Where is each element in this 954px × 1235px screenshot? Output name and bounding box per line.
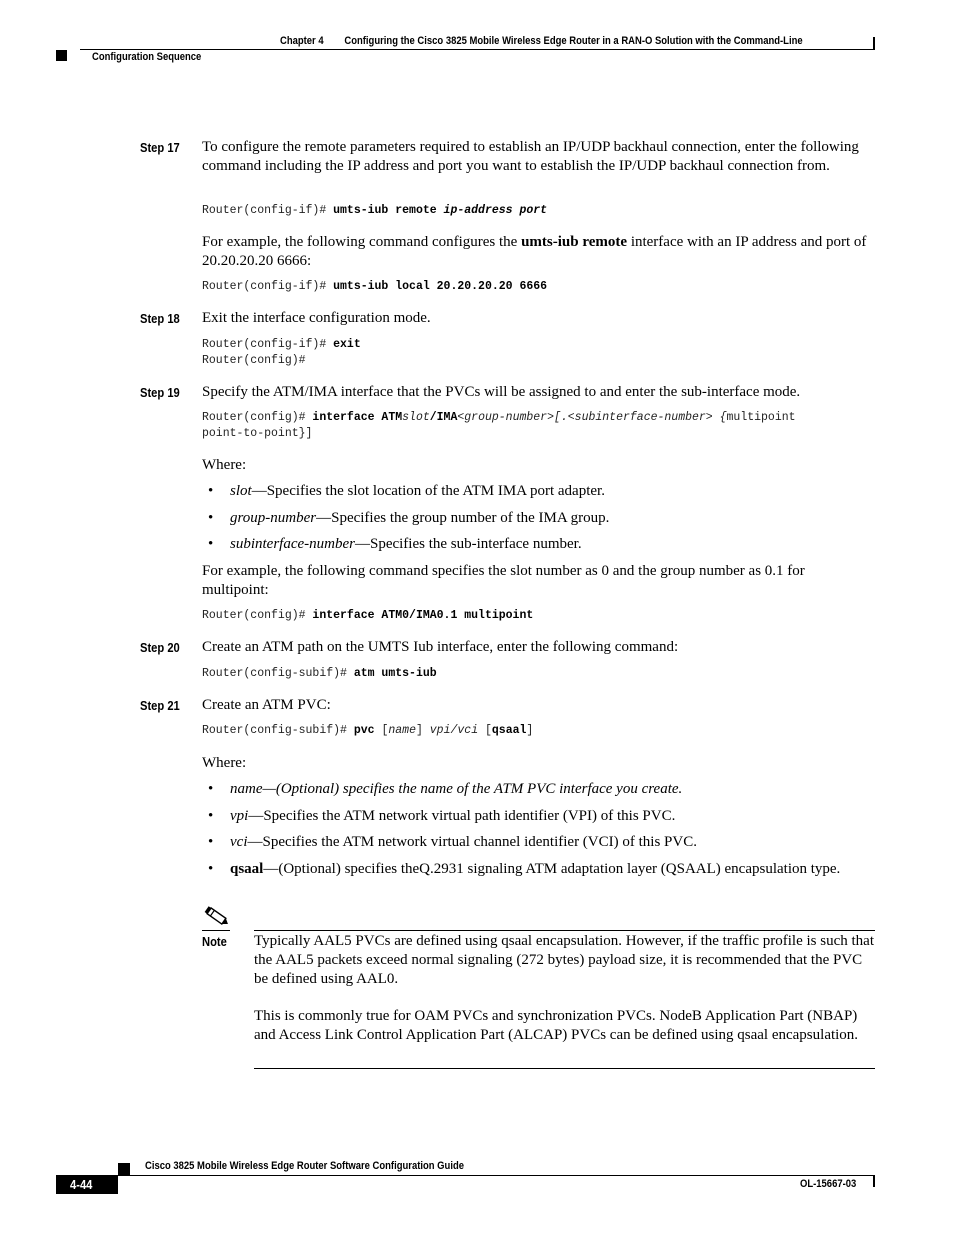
code-command: atm umts-iub bbox=[353, 667, 437, 680]
code-line-2: point-to-point}] bbox=[202, 427, 313, 440]
code-bracket: ] bbox=[415, 724, 430, 737]
code-prompt: Router(config-if)# bbox=[202, 280, 334, 293]
step-21-code bbox=[202, 723, 874, 739]
bullet-term: name bbox=[230, 781, 263, 797]
note-paragraph-1: Typically AAL5 PVCs are defined using qsaal encapsulation. However, if the traffic profile is such that the AAL5 packets exceed normal signaling (272 bytes) payload size, it is recommended that the PVC be defined using AAL0. bbox=[254, 933, 874, 987]
bullet-dot: • bbox=[208, 510, 214, 526]
note-bottom-rule bbox=[254, 1068, 875, 1069]
step-18-text: Exit the interface configuration mode. bbox=[202, 310, 431, 326]
footer-right-tick bbox=[873, 1175, 875, 1187]
header-chapter bbox=[280, 35, 803, 47]
chapter-title: Configuring the Cisco 3825 Mobile Wireless Edge Router in a RAN-O Solution with the Command-Line bbox=[344, 35, 803, 47]
list-item bbox=[230, 807, 874, 826]
code-arg-vpivci: vpi/vci bbox=[429, 724, 479, 737]
step-21-label: Step 21 bbox=[140, 698, 180, 713]
bullet-desc: —(Optional) specifies the name of the ATM PVC interface you create. bbox=[262, 781, 683, 797]
code-bracket: [ bbox=[478, 724, 492, 737]
code-arg-group: <group-number>[.<subinterface-number> { bbox=[457, 411, 727, 424]
list-item bbox=[230, 780, 874, 799]
list-item bbox=[230, 509, 874, 528]
step-18-label: Step 18 bbox=[140, 311, 180, 326]
step-17-code bbox=[202, 203, 874, 219]
pencil-icon bbox=[204, 906, 230, 928]
step-19-example: For example, the following command specifies the slot number as 0 and the group number as 0.1 for multipoint: bbox=[202, 563, 805, 598]
bullet-dot: • bbox=[208, 781, 214, 797]
code-command: interface ATM bbox=[312, 411, 403, 424]
step-20-text: Create an ATM path on the UMTS Iub interface, enter the following command: bbox=[202, 639, 679, 655]
step-21-text: Create an ATM PVC: bbox=[202, 697, 331, 713]
bullet-desc: —Specifies the ATM network virtual path identifier (VPI) of this PVC. bbox=[248, 808, 676, 824]
code-line-2: Router(config)# bbox=[202, 354, 306, 367]
bullet-desc: —Specifies the sub-interface number. bbox=[354, 536, 582, 552]
step-17-example-code bbox=[202, 279, 874, 295]
bullet-dot: • bbox=[208, 861, 214, 877]
step-18-code bbox=[202, 337, 874, 369]
code-prompt: Router(config-if)# bbox=[202, 204, 334, 217]
code-command: /IMA bbox=[429, 411, 458, 424]
code-bracket: [ bbox=[374, 724, 389, 737]
step-21-where: Where: bbox=[202, 755, 247, 771]
note-icon-underline bbox=[202, 930, 230, 931]
bullet-dot: • bbox=[208, 808, 214, 824]
footer-page-number: 4-44 bbox=[70, 1177, 93, 1192]
header-block bbox=[56, 50, 67, 61]
step-17-example bbox=[202, 233, 874, 271]
code-prompt: Router(config-if)# bbox=[202, 338, 334, 351]
code-args: ip-address port bbox=[443, 204, 548, 217]
note-label: Note bbox=[202, 934, 227, 949]
step-19-where: Where: bbox=[202, 457, 247, 473]
note-paragraph-2: This is commonly true for OAM PVCs and synchronization PVCs. NodeB Application Part (NBAP) and Access Link Control Application Part (ALCAP) PVCs can be defined using qsaal encapsulation. bbox=[254, 1008, 859, 1043]
code-prompt: Router(config-subif)# bbox=[202, 724, 354, 737]
code-bracket: ] bbox=[526, 724, 534, 737]
example-text-pre: For example, the following command configures the bbox=[202, 234, 522, 250]
bullet-dot: • bbox=[208, 536, 214, 552]
list-item bbox=[230, 535, 874, 554]
code-command: umts-iub remote bbox=[333, 204, 444, 217]
step-19-code bbox=[202, 410, 874, 442]
code-command: interface ATM0/IMA0.1 multipoint bbox=[312, 609, 534, 622]
list-item bbox=[230, 833, 874, 852]
step-20-code bbox=[202, 666, 874, 682]
code-arg-slot: slot bbox=[402, 411, 430, 424]
step-17-text: To configure the remote parameters required to establish an IP/UDP backhaul connection, enter the following command including the IP address and port you want to establish the IP/UDP backhaul connection from. bbox=[202, 139, 859, 174]
step-19-example-code bbox=[202, 608, 874, 624]
code-command: pvc bbox=[353, 724, 375, 737]
step-19-label: Step 19 bbox=[140, 385, 180, 400]
bullet-term: vpi bbox=[230, 808, 249, 824]
code-prompt: Router(config)# bbox=[202, 609, 313, 622]
header-rule bbox=[80, 49, 875, 50]
note-top-rule bbox=[254, 930, 875, 931]
code-rest: multipoint bbox=[726, 411, 796, 424]
code-prompt: Router(config)# bbox=[202, 411, 313, 424]
example-text-post: interface with an IP address and port of 20.20.20.20 6666: bbox=[202, 234, 867, 269]
bullet-term: vci bbox=[230, 834, 248, 850]
bullet-desc: —Specifies the slot location of the ATM IMA port adapter. bbox=[251, 483, 605, 499]
list-item bbox=[230, 860, 874, 879]
bullet-desc: —(Optional) specifies theQ.2931 signaling ATM adaptation layer (QSAAL) encapsulation type. bbox=[263, 861, 841, 877]
bullet-desc: —Specifies the ATM network virtual channel identifier (VCI) of this PVC. bbox=[247, 834, 697, 850]
step-20-label: Step 20 bbox=[140, 640, 180, 655]
step-17-label: Step 17 bbox=[140, 140, 180, 155]
section-title: Configuration Sequence bbox=[92, 51, 202, 63]
footer-doc-id: OL-15667-03 bbox=[800, 1178, 857, 1190]
bullet-desc: —Specifies the group number of the IMA group. bbox=[316, 510, 610, 526]
bullet-term: group-number bbox=[230, 510, 317, 526]
list-item bbox=[230, 482, 874, 501]
bullet-dot: • bbox=[208, 834, 214, 850]
step-19-text: Specify the ATM/IMA interface that the PVCs will be assigned to and enter the sub-interface mode. bbox=[202, 384, 801, 400]
code-command: umts-iub local 20.20.20.20 6666 bbox=[333, 280, 548, 293]
code-keyword-qsaal: qsaal bbox=[491, 724, 527, 737]
chapter-number: Chapter 4 bbox=[280, 35, 324, 47]
footer-block bbox=[118, 1163, 130, 1175]
footer-rule bbox=[56, 1175, 875, 1176]
example-text-bold: umts-iub remote bbox=[521, 234, 628, 250]
code-command: exit bbox=[333, 338, 361, 351]
footer-guide-title: Cisco 3825 Mobile Wireless Edge Router Software Configuration Guide bbox=[145, 1160, 464, 1172]
bullet-dot: • bbox=[208, 483, 214, 499]
code-arg-name: name bbox=[388, 724, 416, 737]
bullet-term: qsaal bbox=[230, 861, 264, 877]
code-prompt: Router(config-subif)# bbox=[202, 667, 354, 680]
bullet-term: subinterface-number bbox=[230, 536, 355, 552]
bullet-term: slot bbox=[230, 483, 252, 499]
